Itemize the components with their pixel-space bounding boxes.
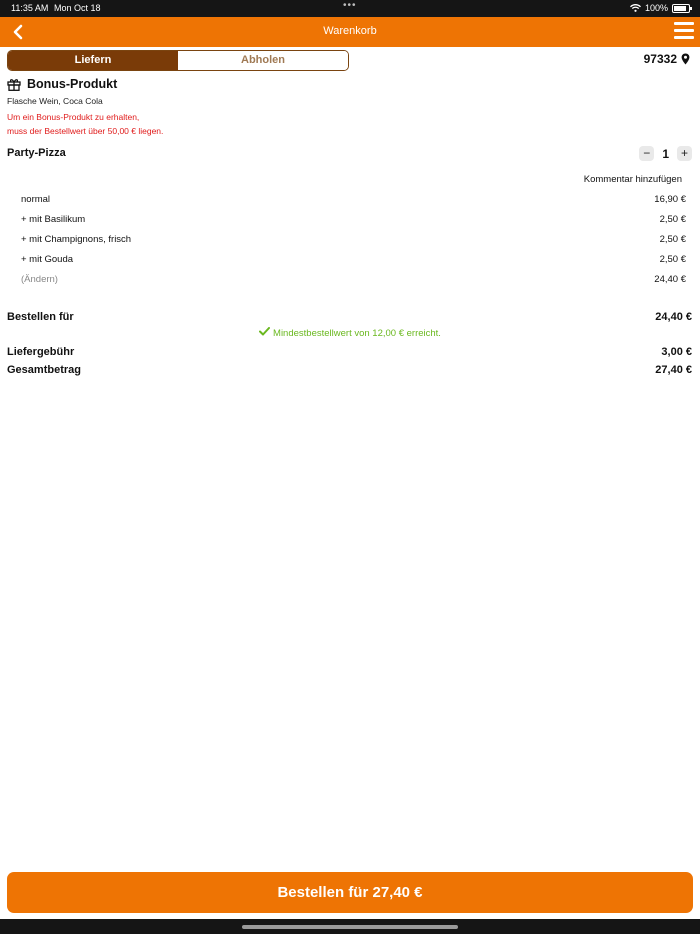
line-item-subtotal: 24,40 € — [654, 274, 686, 285]
home-indicator[interactable] — [242, 925, 458, 929]
quantity-value: 1 — [662, 146, 669, 161]
line-item-price: 2,50 € — [659, 254, 686, 265]
increase-button[interactable]: + — [677, 146, 692, 161]
line-item-label: normal — [21, 194, 51, 205]
delivery-fee-value: 3,00 € — [661, 346, 692, 358]
menu-line — [674, 36, 694, 39]
bonus-items: Flasche Wein, Coca Cola — [7, 96, 103, 106]
battery-fill — [674, 6, 686, 11]
zip-location[interactable] — [644, 52, 690, 66]
delivery-fee-row — [7, 346, 692, 358]
hamburger-menu-icon[interactable] — [674, 22, 694, 40]
total-label: Gesamtbetrag — [7, 364, 81, 376]
product-name: Party-Pizza — [7, 147, 66, 159]
order-subtotal-value: 24,40 € — [655, 311, 692, 323]
edit-item-link[interactable]: (Ändern) — [21, 274, 58, 285]
multitask-dots[interactable]: ••• — [343, 0, 357, 11]
decrease-button[interactable]: − — [639, 146, 654, 161]
add-comment-link[interactable]: Kommentar hinzufügen — [583, 174, 682, 185]
line-item-price: 16,90 € — [654, 194, 686, 205]
checkmark-icon — [259, 327, 270, 339]
line-item — [21, 214, 686, 225]
line-item — [21, 194, 686, 205]
zip-code: 97332 — [643, 52, 677, 66]
total-row — [7, 364, 692, 376]
location-pin-icon — [681, 53, 690, 65]
delivery-mode-toggle — [7, 50, 349, 71]
line-item-label: + mit Champignons, frisch — [21, 234, 132, 245]
status-right-group — [630, 3, 690, 13]
status-time: 11:35 AM — [11, 3, 49, 13]
total-value: 27,40 € — [655, 364, 692, 376]
menu-line — [674, 22, 694, 25]
line-item-price: 2,50 € — [659, 214, 686, 225]
menu-line — [674, 29, 694, 32]
line-item — [21, 254, 686, 265]
order-subtotal-row — [7, 311, 692, 323]
bonus-note — [7, 110, 163, 138]
bonus-note-line1: Um ein Bonus-Produkt zu erhalten, — [7, 112, 140, 122]
wifi-icon — [630, 4, 641, 12]
place-order-button[interactable]: Bestellen für 27,40 € — [7, 872, 693, 913]
delivery-fee-label: Liefergebühr — [7, 346, 75, 358]
bonus-header — [7, 77, 117, 91]
bonus-title: Bonus-Produkt — [27, 77, 118, 91]
line-item — [21, 234, 686, 245]
line-item-label: + mit Gouda — [21, 254, 74, 265]
segment-liefern[interactable]: Liefern — [8, 51, 178, 70]
status-bar — [0, 0, 700, 17]
nav-bar — [0, 17, 700, 47]
min-order-message — [0, 327, 700, 339]
page-title: Warenkorb — [323, 25, 377, 37]
segment-abholen[interactable]: Abholen — [178, 51, 348, 70]
battery-icon — [672, 4, 690, 13]
status-date: Mon Oct 18 — [54, 3, 101, 13]
order-subtotal-label: Bestellen für — [7, 311, 74, 323]
line-item-label: + mit Basilikum — [21, 214, 86, 225]
line-item-price: 2,50 € — [659, 234, 686, 245]
bonus-note-line2: muss der Bestellwert über 50,00 € liegen. — [7, 126, 164, 136]
line-item-edit — [21, 274, 686, 285]
gift-icon — [7, 78, 21, 91]
min-order-text: Mindestbestellwert von 12,00 € erreicht. — [273, 328, 441, 339]
quantity-stepper — [639, 146, 692, 161]
battery-percent: 100% — [644, 3, 668, 13]
